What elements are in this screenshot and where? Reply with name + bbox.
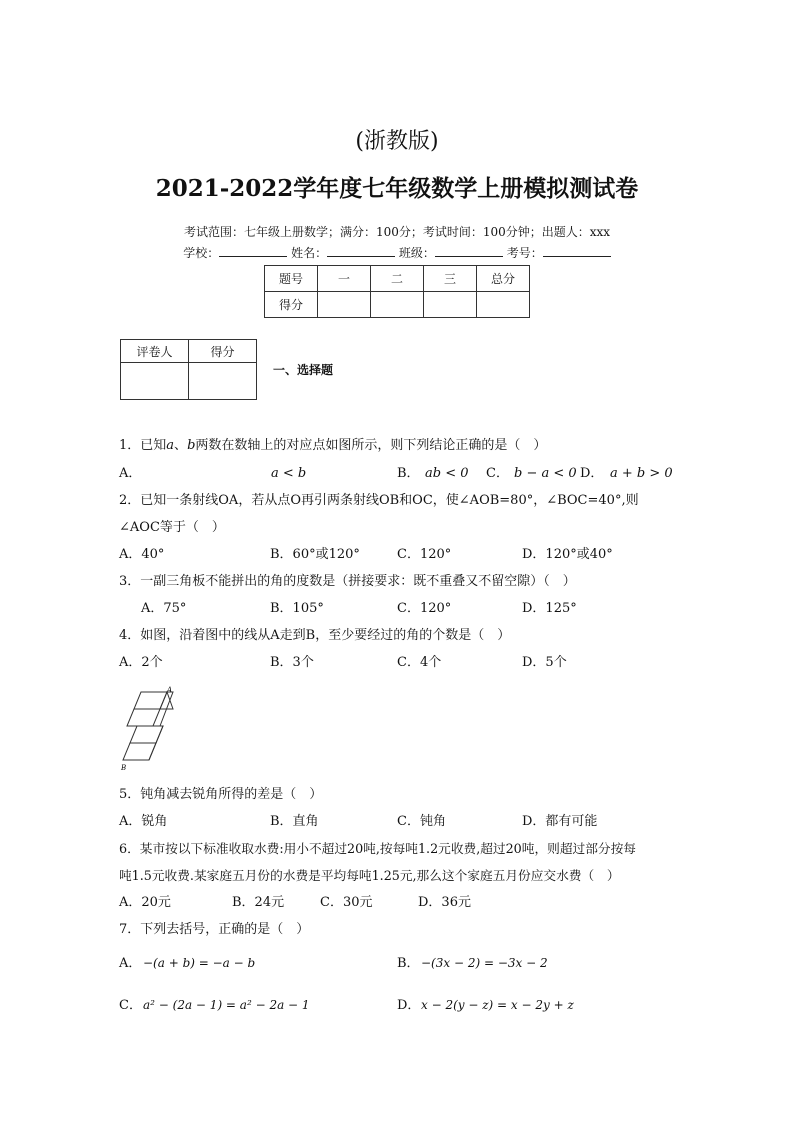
q2-option-c[interactable]: C．120° bbox=[397, 547, 452, 562]
grader-table bbox=[120, 339, 257, 400]
question-2: 2．已知一条射线OA，若从点O再引两条射线OB和OC，使∠AOB=80°，∠BOC=40°,则 bbox=[119, 493, 639, 508]
score-header: 题号 bbox=[265, 266, 318, 292]
q5-option-b[interactable]: B．直角 bbox=[270, 814, 319, 829]
q4-option-c[interactable]: C．4个 bbox=[397, 655, 442, 670]
grader-input-row bbox=[121, 363, 257, 400]
q6-option-b[interactable]: B．24元 bbox=[232, 895, 285, 910]
q1-option-a-label[interactable]: A． bbox=[119, 466, 142, 481]
class-blank[interactable] bbox=[435, 244, 503, 257]
q1-option-d-label[interactable]: D． bbox=[580, 466, 604, 481]
q6-option-d[interactable]: D．36元 bbox=[418, 895, 471, 910]
class-label: 班级： bbox=[398, 246, 435, 260]
q7-option-c-label[interactable]: C． bbox=[119, 998, 142, 1013]
score-header: 总分 bbox=[477, 266, 530, 292]
score-table bbox=[264, 265, 530, 318]
figure-cell bbox=[160, 692, 173, 709]
name-label: 姓名： bbox=[291, 246, 328, 260]
school-blank[interactable] bbox=[219, 244, 287, 257]
grader-header: 得分 bbox=[189, 340, 257, 363]
grader-cell[interactable] bbox=[121, 363, 189, 400]
q2-option-a[interactable]: A．40° bbox=[119, 547, 165, 562]
q7-option-a-label[interactable]: A． bbox=[119, 956, 142, 971]
exam-number-blank[interactable] bbox=[543, 244, 611, 257]
q1-option-d[interactable]: a + b > 0 bbox=[610, 466, 673, 481]
figure-cell bbox=[123, 743, 156, 760]
question-6-cont: 吨1.5元收费.某家庭五月份的水费是平均每吨1.25元,那么这个家庭五月份应交水费（ ） bbox=[119, 868, 620, 883]
grader-header-row bbox=[121, 340, 257, 363]
score-table-header-row bbox=[265, 266, 530, 292]
q7-option-c[interactable]: a² − (2a − 1) = a² − 2a − 1 bbox=[143, 998, 310, 1012]
score-cell[interactable] bbox=[477, 292, 530, 318]
score-header: 一 bbox=[318, 266, 371, 292]
section-title: 一、选择题 bbox=[273, 363, 334, 377]
q5-option-c[interactable]: C．钝角 bbox=[397, 814, 446, 829]
q1-option-a[interactable]: a < b bbox=[271, 466, 307, 481]
question-3: 3．一副三角板不能拼出的角的度数是（拼接要求：既不重叠又不留空隙）（ ） bbox=[119, 574, 576, 589]
q7-option-d-label[interactable]: D． bbox=[397, 998, 421, 1013]
grader-score-cell[interactable] bbox=[189, 363, 257, 400]
exam-info: 考试范围：七年级上册数学；满分：100分；考试时间：100分钟；出题人：xxx bbox=[183, 225, 611, 239]
q7-option-b[interactable]: −(3x − 2) = −3x − 2 bbox=[421, 956, 548, 970]
name-blank[interactable] bbox=[327, 244, 395, 257]
paper-subtitle: (浙教版) bbox=[355, 129, 439, 154]
question-4: 4．如图，沿着图中的线从A走到B，至少要经过的角的个数是（ ） bbox=[119, 628, 511, 643]
score-cell[interactable] bbox=[371, 292, 424, 318]
q3-option-d[interactable]: D．125° bbox=[522, 601, 577, 616]
q7-option-b-label[interactable]: B． bbox=[397, 956, 420, 971]
q4-option-a[interactable]: A．2个 bbox=[119, 655, 163, 670]
score-header: 三 bbox=[424, 266, 477, 292]
question-6: 6．某市按以下标准收取水费:用小不超过20吨,按每吨1.2元收费,超过20吨，则超过部分按每 bbox=[119, 841, 636, 856]
q6-option-a[interactable]: A．20元 bbox=[119, 895, 171, 910]
q3-option-c[interactable]: C．120° bbox=[397, 601, 452, 616]
paper-title: 2021-2022学年度七年级数学上册模拟测试卷 bbox=[155, 175, 639, 202]
school-label: 学校： bbox=[183, 246, 220, 260]
exam-number-label: 考号： bbox=[506, 246, 543, 260]
score-header: 二 bbox=[371, 266, 424, 292]
q1-option-b[interactable]: ab < 0 bbox=[425, 466, 469, 481]
path-figure bbox=[115, 684, 185, 776]
q4-option-b[interactable]: B．3个 bbox=[270, 655, 314, 670]
score-table-score-row bbox=[265, 292, 530, 318]
question-2-cont: ∠AOC等于（ ） bbox=[119, 520, 225, 535]
figure-cell bbox=[130, 726, 163, 743]
question-1: 1．已知a、b两数在数轴上的对应点如图所示，则下列结论正确的是（ ） bbox=[119, 438, 547, 453]
q4-option-d[interactable]: D．5个 bbox=[522, 655, 567, 670]
question-7: 7．下列去括号，正确的是（ ） bbox=[119, 922, 310, 937]
q2-option-d[interactable]: D．120°或40° bbox=[522, 547, 613, 562]
label-b: B bbox=[121, 764, 127, 772]
figure-cell bbox=[127, 709, 160, 726]
q1-option-c[interactable]: b − a < 0 bbox=[514, 466, 577, 481]
q1-option-c-label[interactable]: C． bbox=[486, 466, 509, 481]
question-5: 5．钝角减去锐角所得的差是（ ） bbox=[119, 787, 323, 802]
score-cell[interactable] bbox=[424, 292, 477, 318]
q7-option-d[interactable]: x − 2(y − z) = x − 2y + z bbox=[421, 998, 574, 1012]
student-fields bbox=[0, 244, 794, 262]
label-a: A bbox=[167, 686, 173, 694]
q1-option-b-label[interactable]: B． bbox=[397, 466, 420, 481]
score-cell[interactable] bbox=[318, 292, 371, 318]
q2-option-b[interactable]: B．60°或120° bbox=[270, 547, 360, 562]
q7-option-a[interactable]: −(a + b) = −a − b bbox=[143, 956, 256, 970]
q5-option-a[interactable]: A．锐角 bbox=[119, 814, 168, 829]
q3-option-a[interactable]: A．75° bbox=[141, 601, 187, 616]
grader-header: 评卷人 bbox=[121, 340, 189, 363]
q5-option-d[interactable]: D．都有可能 bbox=[522, 814, 598, 829]
q3-option-b[interactable]: B．105° bbox=[270, 601, 324, 616]
q6-option-c[interactable]: C．30元 bbox=[320, 895, 373, 910]
score-row-label: 得分 bbox=[265, 292, 318, 318]
figure-cell bbox=[134, 692, 167, 709]
